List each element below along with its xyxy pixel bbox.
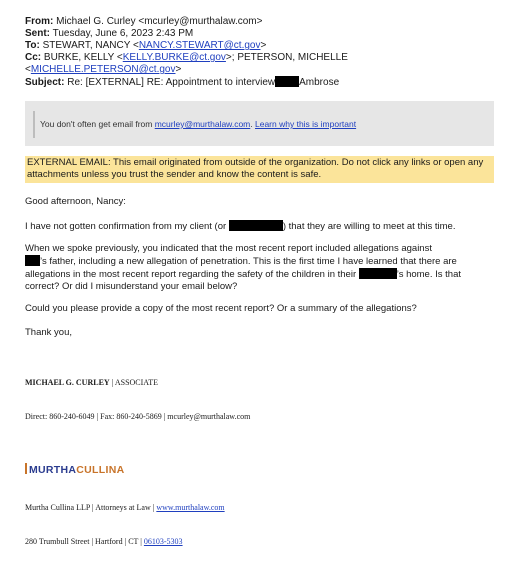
- learn-why-link[interactable]: Learn why this is important: [255, 119, 357, 129]
- signature-name: MICHAEL G. CURLEY: [25, 378, 110, 387]
- signature-contact: Direct: 860-240-6049 | Fax: 860-240-5869 | mcurley@murthalaw.com: [25, 412, 251, 421]
- logo-murtha: MURTHA: [29, 464, 77, 476]
- redaction-box: [229, 220, 283, 231]
- cc-mid: >; PETERSON, MICHELLE: [225, 52, 348, 63]
- sent-line: [25, 28, 193, 39]
- paragraph-1: [25, 220, 495, 233]
- to-email-link[interactable]: NANCY.STEWART@ct.gov: [138, 40, 261, 51]
- from-end: >: [256, 16, 263, 27]
- sent-label: Sent:: [25, 28, 50, 39]
- firm-url-link[interactable]: www.murthalaw.com: [156, 503, 225, 512]
- signature-title: | ASSOCIATE: [109, 378, 158, 387]
- paragraph-2-part-a: When we spoke previously, you indicated that the most recent report included allegations against: [25, 243, 432, 254]
- sender-notice-banner: [25, 101, 494, 146]
- to-line: [25, 40, 266, 51]
- to-end: >: [260, 40, 267, 51]
- cc-email-1-link[interactable]: KELLY.BURKE@ct.gov: [122, 52, 226, 63]
- from-line: [25, 16, 262, 27]
- firm-name: Murtha Cullina LLP | Attorneys at Law |: [25, 503, 157, 512]
- paragraph-1-part-a: I have not gotten confirmation from my client (or: [25, 221, 227, 232]
- logo-bar: [25, 463, 27, 474]
- notice-text: [40, 119, 356, 129]
- cc-end: >: [175, 64, 182, 75]
- notice-email-link[interactable]: mcurley@murthalaw.com: [154, 119, 251, 129]
- notice-sep: .: [250, 119, 255, 129]
- paragraph-2-part-c: ’s home. Is that correct? Or did I misunderstand your email below?: [25, 269, 461, 292]
- cc-email-2-link[interactable]: MICHELLE.PETERSON@ct.gov: [30, 64, 176, 75]
- notice-bar: [33, 111, 35, 138]
- to-name: STEWART, NANCY <: [42, 40, 139, 51]
- redaction-box: [25, 255, 40, 266]
- greeting: Good afternoon, Nancy:: [25, 196, 126, 207]
- paragraph-2: [25, 243, 495, 293]
- subject-line: [25, 76, 339, 88]
- subject-tail: Ambrose: [299, 77, 340, 88]
- from-label: From:: [25, 16, 54, 27]
- subject-label: Subject:: [25, 77, 65, 88]
- signature-name-line: [25, 378, 158, 387]
- logo-cullina: CULLINA: [76, 464, 125, 476]
- paragraph-1-part-b: ) that they are willing to meet at this time.: [282, 221, 456, 232]
- address-line: [25, 537, 183, 546]
- address: 280 Trumbull Street | Hartford | CT |: [25, 537, 144, 546]
- cc-label: Cc:: [25, 52, 42, 63]
- external-email-warning: EXTERNAL EMAIL: This email originated from outside of the organization. Do not click any links or open any attachments unless you trust the sender and know the content is safe.: [25, 156, 494, 183]
- redaction-box: [359, 268, 397, 279]
- subject-value: Re: [EXTERNAL] RE: Appointment to interview: [67, 77, 276, 88]
- cc-name-1: BURKE, KELLY <: [43, 52, 123, 63]
- paragraph-2-part-b: ’s father, including a new allegation of penetration. This is the first time I have learned that there are allegations in the most recent report regarding the safety of the children in their: [25, 256, 457, 280]
- redaction-box: [275, 76, 299, 87]
- from-email-link[interactable]: mcurley@murthalaw.com: [144, 16, 257, 27]
- cc-line: [25, 52, 348, 63]
- cc-open-2: <: [25, 64, 31, 75]
- firm-line: [25, 503, 225, 512]
- paragraph-3: Could you please provide a copy of the most recent report? Or a summary of the allegations?: [25, 303, 417, 314]
- sent-value: Tuesday, June 6, 2023 2:43 PM: [52, 28, 194, 39]
- murtha-cullina-logo: [25, 463, 124, 476]
- notice-label: You don't often get email from: [40, 119, 155, 129]
- closing: Thank you,: [25, 327, 72, 338]
- from-name: Michael G. Curley <: [56, 16, 145, 27]
- to-label: To:: [25, 40, 40, 51]
- cc-line-2: [25, 64, 181, 75]
- zip-link[interactable]: 06103-5303: [143, 537, 183, 546]
